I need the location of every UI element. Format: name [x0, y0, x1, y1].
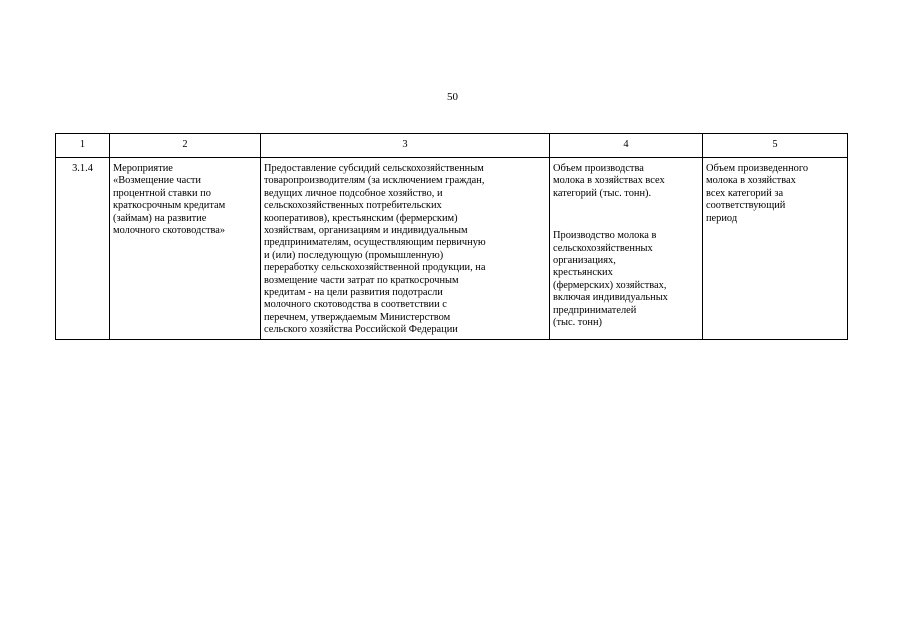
- page-number: 50: [447, 91, 458, 103]
- column-header-3: 3: [261, 134, 550, 158]
- column-header-4: 4: [550, 134, 703, 158]
- indicator-first: Объем производства молока в хозяйствах всех категорий (тыс. тонн).: [553, 163, 665, 199]
- event-description: Предоставление субсидий сельскохозяйственным товаропроизводителям (за исключением граждан, ведущих личное подсобное хозяйство, и сельскохозяйственных потребительских кооперативов), крестьянским (фермерским) хозяйствам, организациям и индивидуальным предпринимателям, осуществляющим первичную и (или) последующую (промышленную) переработку сельскохозяйственной продукции, на возмещение части затрат по краткосрочным кредитам - на цели развития подотрасли молочного скотоводства в соответствии с перечнем, утверждаемым Министерством сельского хозяйства Российской Федерации: [264, 163, 486, 336]
- indicator-cell: [550, 158, 703, 340]
- row-number-cell: [56, 158, 110, 340]
- row-number: 3.1.4: [72, 163, 93, 174]
- indicator-second: Производство молока в сельскохозяйственных организациях, крестьянских (фермерских) хозяйствах, включая индивидуальных предпринимателей (тыс. тонн): [553, 230, 668, 329]
- event-cell: [110, 158, 261, 340]
- event-name: Мероприятие «Возмещение части процентной ставки по краткосрочным кредитам (займам) на развитие молочного скотоводства»: [113, 163, 226, 237]
- column-header-1: 1: [56, 134, 110, 158]
- column-header-2: 2: [110, 134, 261, 158]
- table-row: [56, 158, 848, 340]
- description-cell: [261, 158, 550, 340]
- result-text: Объем произведенного молока в хозяйствах всех категорий за соответствующий период: [706, 163, 809, 224]
- table-header-row: [56, 134, 848, 158]
- indicator-spacer: [553, 200, 699, 230]
- column-header-5: 5: [703, 134, 848, 158]
- program-table: [55, 133, 848, 340]
- result-cell: [703, 158, 848, 340]
